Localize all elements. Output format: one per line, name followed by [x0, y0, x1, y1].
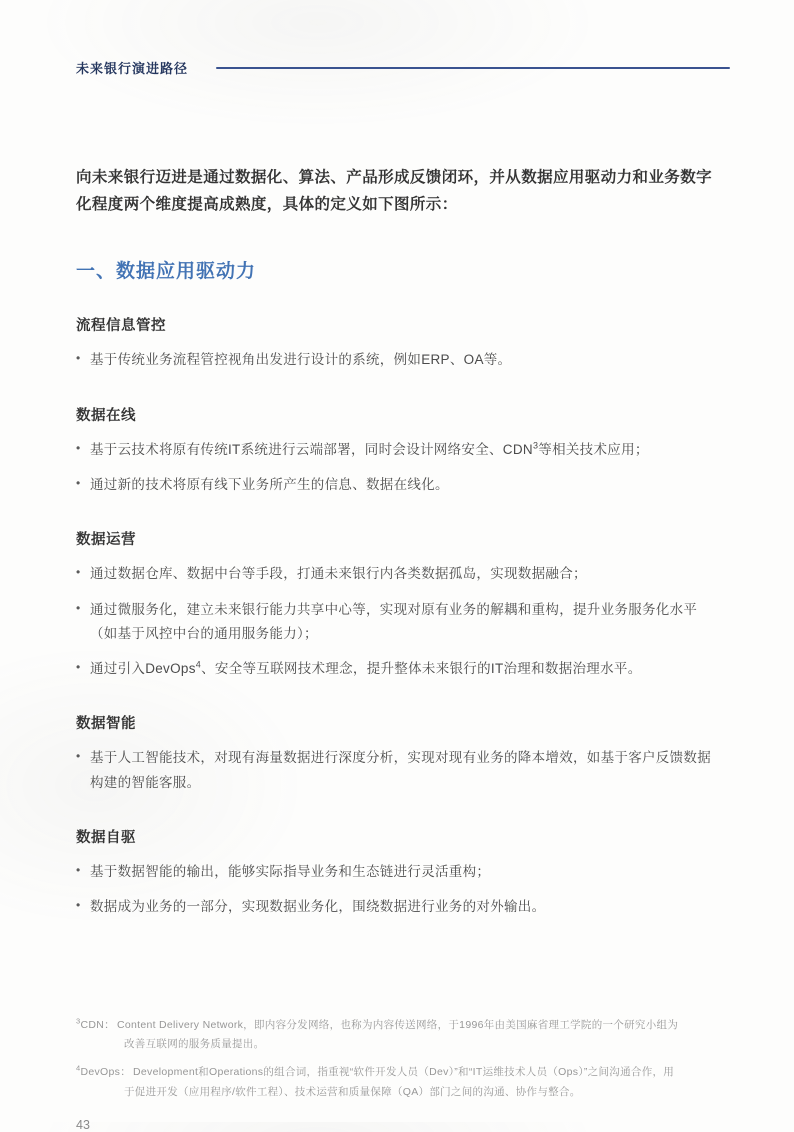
bullet-text-segment: 通过数据仓库、数据中台等手段，打通未来银行内各类数据孤岛，实现数据融合；	[90, 566, 587, 582]
bullet-text-segment: 基于传统业务流程管控视角出发进行设计的系统，例如ERP、OA等。	[90, 352, 512, 368]
bullet-text-segment: 、安全等互联网技术理念，提升整体未来银行的IT治理和数据治理水平。	[201, 661, 642, 677]
bullet-marker: •	[76, 565, 81, 580]
bullet-text-segment: 数据成为业务的一部分，实现数据业务化，围绕数据进行业务的对外输出。	[90, 899, 546, 915]
bullet-item	[76, 562, 721, 586]
bullet-text	[90, 899, 545, 914]
bullet-text	[90, 661, 642, 676]
bullet-text-segment: 通过微服务化，建立未来银行能力共享中心等，实现对原有业务的解耦和重构，提升业务服务化水平（如基于风控中台的通用服务能力）；	[90, 601, 698, 641]
bullet-list	[76, 562, 721, 681]
bullet-item	[76, 657, 721, 681]
page-header	[76, 58, 722, 77]
bullet-text	[90, 566, 587, 581]
subsection-data-operations	[76, 528, 722, 681]
footnote-marker: 4	[76, 1063, 81, 1073]
footnote-label: CDN：	[80, 1018, 115, 1031]
subsection-title: 数据智能	[76, 716, 136, 733]
bullet-marker: •	[76, 475, 81, 490]
bullet-text-segment: 通过新的技术将原有线下业务所产生的信息、数据在线化。	[90, 476, 449, 492]
bullet-item	[76, 473, 721, 497]
bullet-item	[76, 348, 721, 372]
subsection-title: 数据自驱	[76, 829, 136, 846]
footnote-ref: 4	[195, 659, 202, 670]
bullet-item	[76, 860, 721, 884]
footnote-text: Content Delivery Network，即内容分发网络，也称为内容传送网络，于1996年由美国麻省理工学院的一个研究小组为改善互联网的服务质量提出。	[116, 1018, 679, 1050]
bullet-text	[90, 477, 449, 492]
subsection-title: 数据在线	[76, 407, 136, 424]
subsection-data-intelligence	[76, 712, 722, 795]
footnotes	[76, 1016, 684, 1103]
bullet-text	[90, 750, 711, 789]
bullet-item	[76, 438, 721, 462]
section-title: 一、数据应用驱动力	[76, 261, 257, 283]
bullet-text	[90, 602, 697, 641]
footnote-ref: 3	[532, 440, 539, 451]
bullet-text-segment: 基于云技术将原有传统IT系统进行云端部署，同时会设计网络安全、CDN	[90, 441, 533, 457]
running-header-title: 未来银行演进路径	[76, 61, 189, 76]
bullet-marker: •	[76, 440, 81, 455]
bullet-list	[76, 746, 721, 795]
page-number: 43	[76, 1118, 90, 1132]
footnote-cdn	[76, 1016, 684, 1055]
subsection-data-self-driven	[76, 826, 722, 920]
subsection-title: 流程信息管控	[76, 318, 166, 335]
bullet-list	[76, 860, 721, 920]
subsection-process-info-control	[76, 314, 722, 372]
footnote-marker: 3	[76, 1016, 81, 1026]
bullet-text-segment: 基于数据智能的输出，能够实际指导业务和生态链进行灵活重构；	[90, 863, 491, 879]
bullet-marker: •	[76, 351, 81, 366]
footnote-text: Development和Operations的组合词，指重视“软件开发人员（Dev）”和“IT运维技术人员（Ops）”之间沟通合作，用于促进开发（应用程序/软件工程）、技术运营和质量保障（QA）部门之间的沟通、协作与整合。	[124, 1066, 675, 1098]
footnote-devops	[76, 1063, 684, 1102]
bullet-text-segment: 通过引入DevOps	[90, 661, 196, 677]
intro-paragraph: 向未来银行迈进是通过数据化、算法、产品形成反馈闭环，并从数据应用驱动力和业务数字化程度两个维度提高成熟度，具体的定义如下图所示：	[76, 169, 713, 213]
bullet-marker: •	[76, 862, 81, 877]
bullet-item	[76, 598, 721, 647]
bullet-item	[76, 895, 721, 919]
subsection-title: 数据运营	[76, 532, 136, 549]
bullet-text	[90, 864, 490, 879]
bullet-list	[76, 348, 721, 372]
bullet-marker: •	[76, 898, 81, 913]
footnote-label: DevOps：	[80, 1066, 132, 1079]
bullet-item	[76, 746, 721, 795]
bullet-marker: •	[76, 660, 81, 675]
bullet-text-segment: 基于人工智能技术，对现有海量数据进行深度分析，实现对现有业务的降本增效，如基于客户反馈数据构建的智能客服。	[90, 750, 711, 790]
bullet-marker: •	[76, 600, 81, 615]
bullet-list	[76, 438, 721, 498]
bullet-text-segment: 等相关技术应用；	[538, 441, 649, 457]
subsection-data-online	[76, 404, 722, 498]
bullet-text	[90, 352, 511, 367]
bullet-text	[90, 442, 649, 457]
header-rule	[216, 67, 730, 69]
bullet-marker: •	[76, 749, 81, 764]
